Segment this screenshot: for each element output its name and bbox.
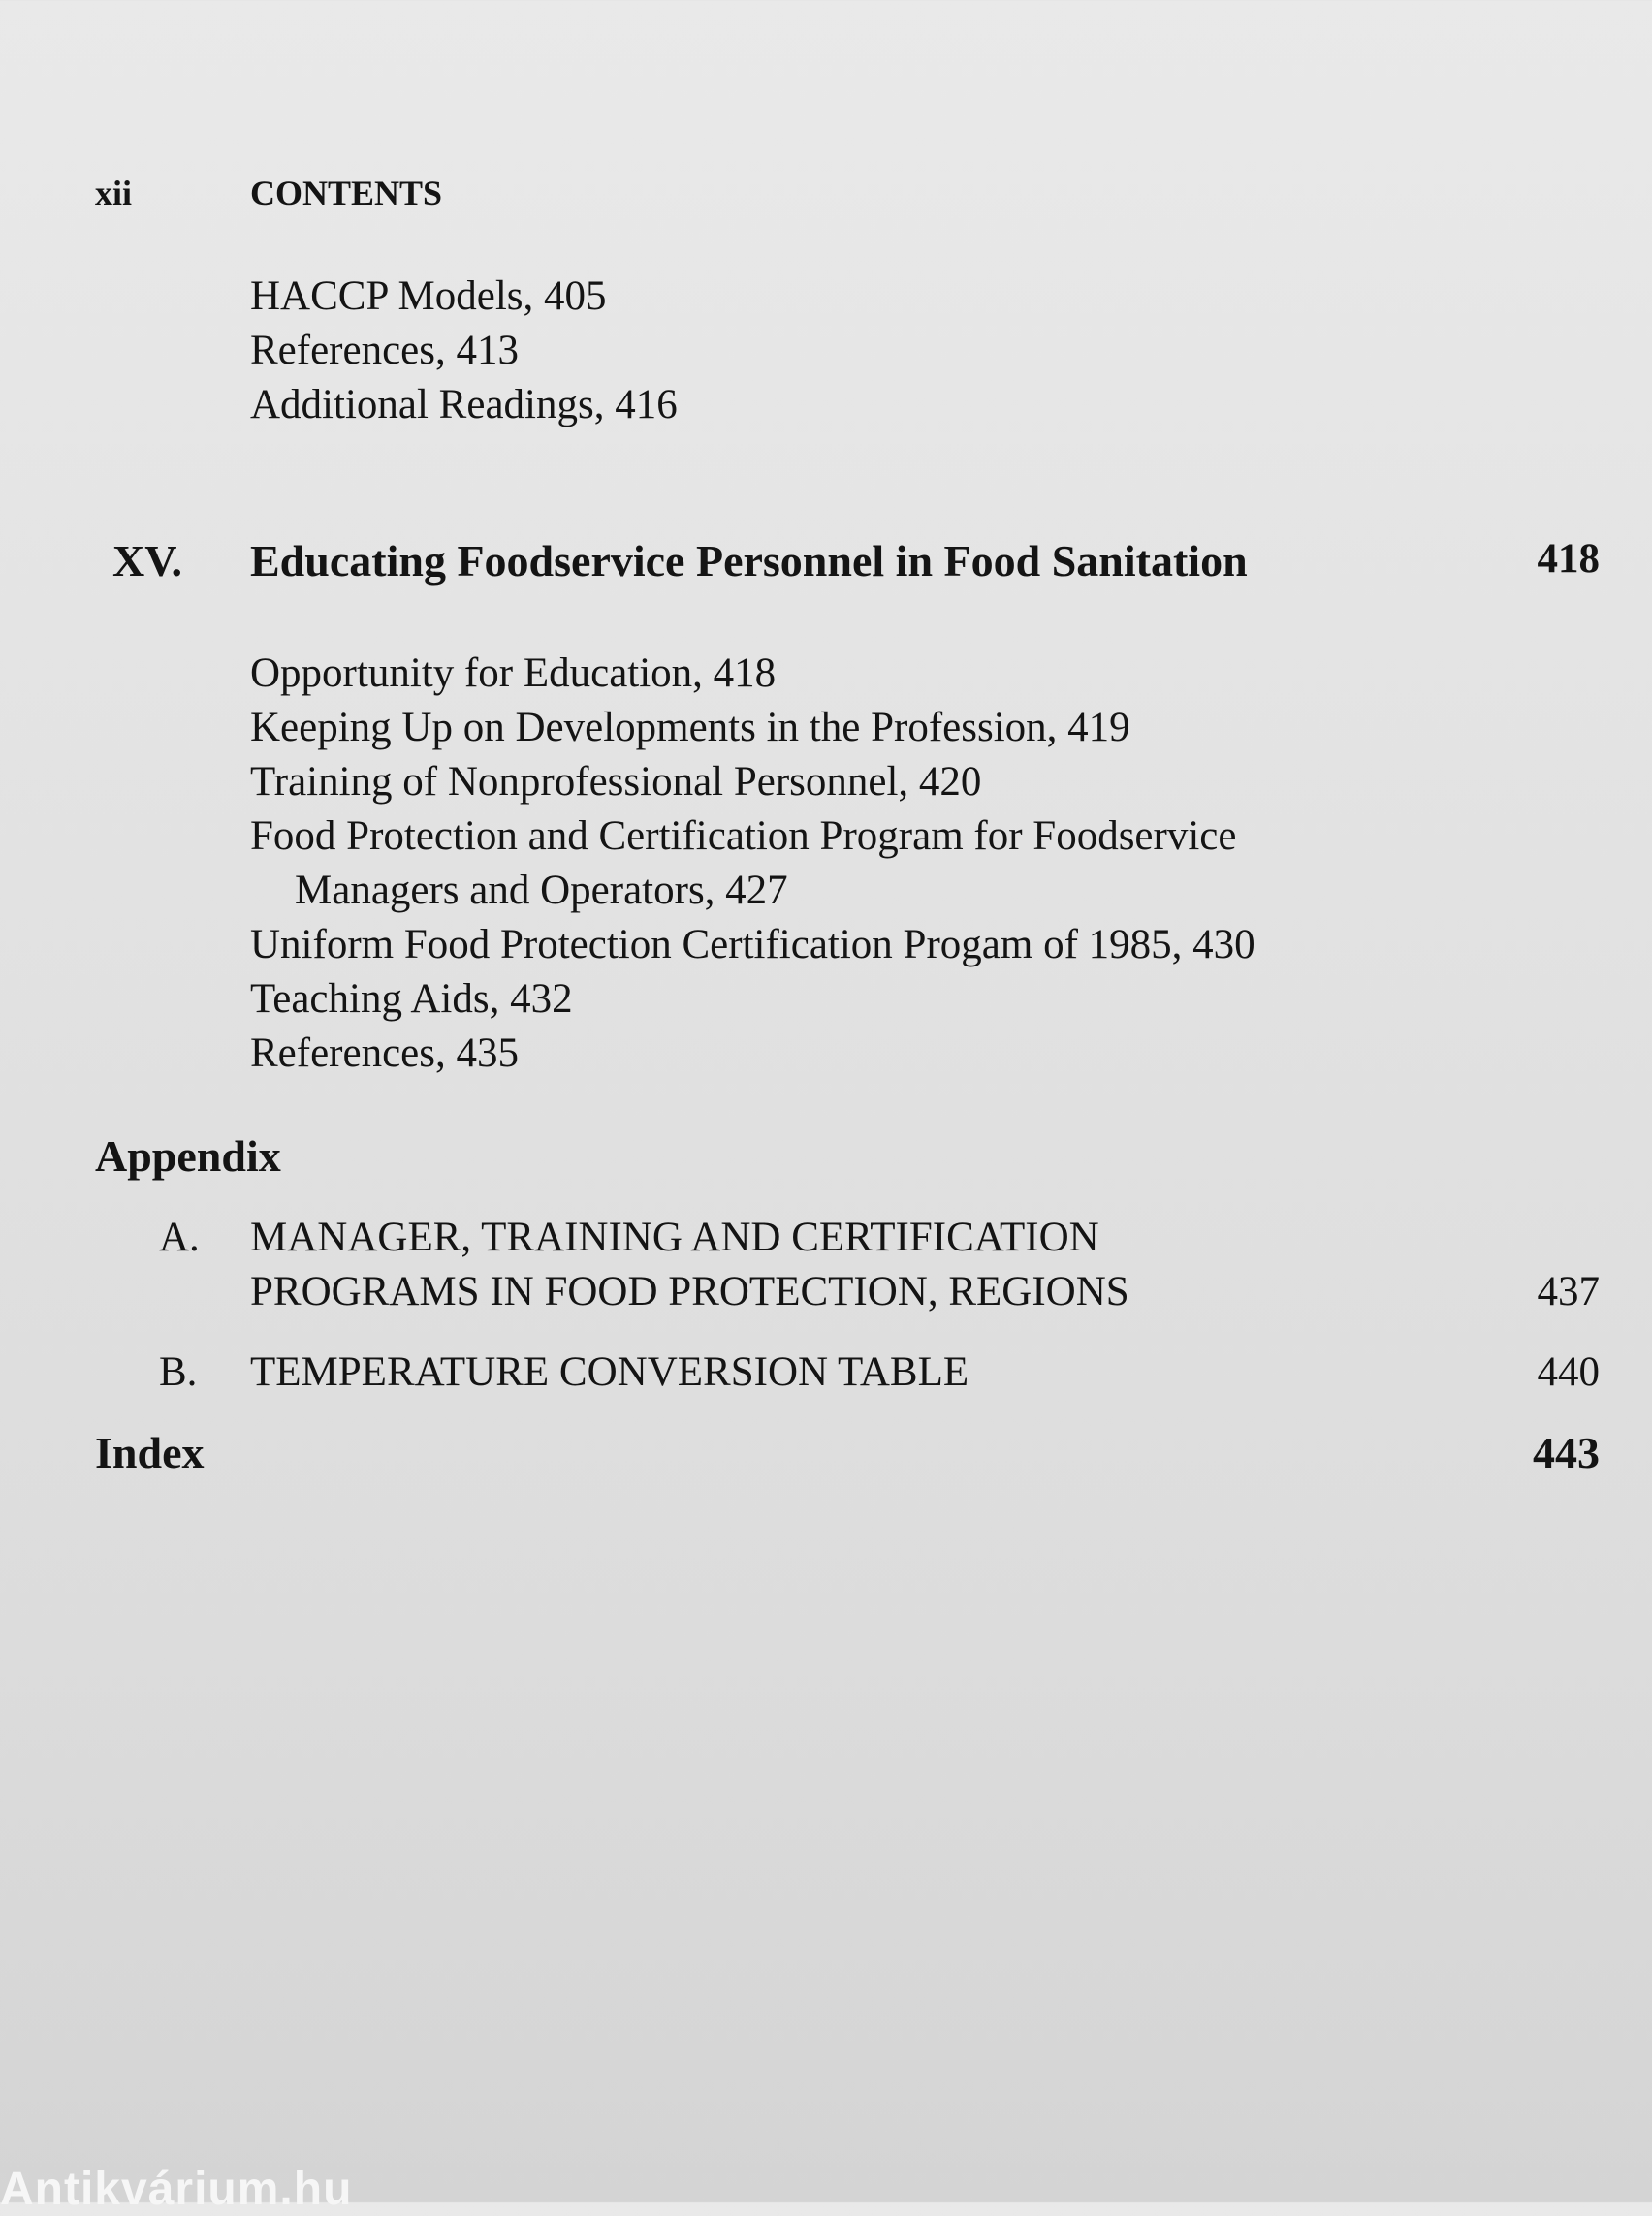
toc-section-entry: Teaching Aids, 432: [250, 976, 573, 1022]
toc-section-entry: References, 413: [250, 328, 519, 373]
toc-section-entry: References, 435: [250, 1030, 519, 1076]
appendix-entry-title-continuation: PROGRAMS IN FOOD PROTECTION, REGIONS: [250, 1269, 1129, 1314]
chapter-title: Educating Foodservice Personnel in Food Sanitation: [250, 536, 1248, 586]
chapter-page-number: 418: [1537, 536, 1600, 582]
index-page-number: 443: [1533, 1428, 1600, 1477]
appendix-entry-page-number: 440: [1537, 1349, 1600, 1395]
appendix-entry-letter: B.: [159, 1349, 198, 1395]
running-head-title: CONTENTS: [250, 174, 443, 212]
toc-section-entry: Food Protection and Certification Program for Foodservice: [250, 813, 1237, 859]
toc-section-entry: Opportunity for Education, 418: [250, 650, 777, 696]
watermark: Antikvárium.hu: [0, 2164, 353, 2215]
appendix-entry-page-number: 437: [1537, 1269, 1600, 1314]
appendix-entry-title: TEMPERATURE CONVERSION TABLE: [250, 1349, 969, 1395]
toc-section-entry: HACCP Models, 405: [250, 273, 607, 319]
appendix-entry-letter: A.: [159, 1215, 200, 1260]
index-heading: Index: [95, 1428, 205, 1477]
toc-section-entry: Uniform Food Protection Certification Progam of 1985, 430: [250, 922, 1255, 967]
chapter-number: XV.: [112, 536, 183, 586]
toc-section-entry: Training of Nonprofessional Personnel, 420: [250, 759, 982, 805]
appendix-heading: Appendix: [95, 1131, 281, 1181]
toc-section-entry: Additional Readings, 416: [250, 382, 678, 427]
chapter-section-list: [250, 647, 1255, 1081]
appendix-entry-title: MANAGER, TRAINING AND CERTIFICATION: [250, 1215, 1099, 1260]
continued-section-list: [250, 269, 678, 432]
toc-section-entry-continuation: Managers and Operators, 427: [295, 868, 788, 913]
toc-section-entry: Keeping Up on Developments in the Profession, 419: [250, 705, 1130, 750]
running-head-page-number: xii: [95, 174, 133, 212]
